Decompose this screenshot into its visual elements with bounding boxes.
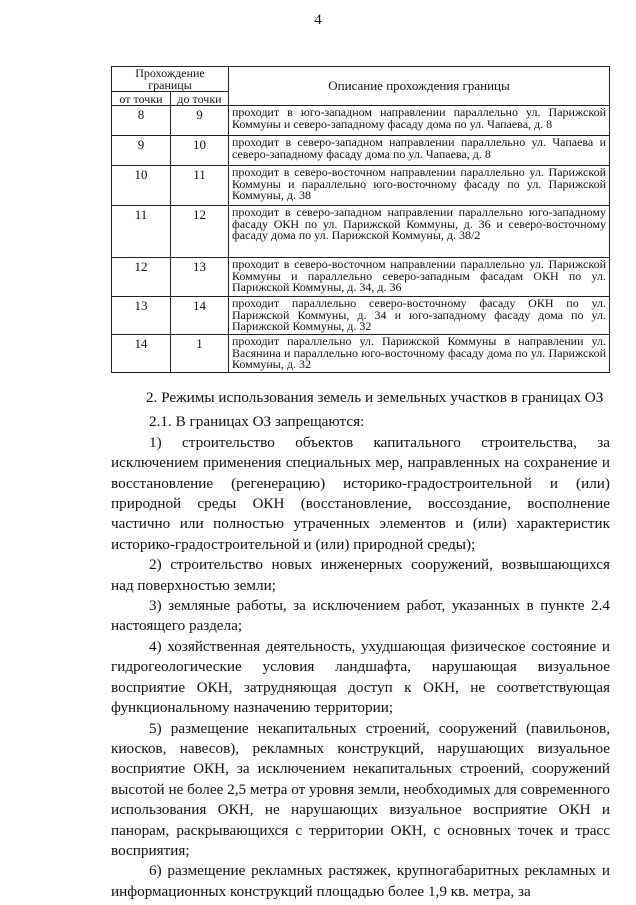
cell-description: проходит параллельно ул. Парижской Коммуны в направлении ул. Васянина и параллельно юго-восточному фасаду дома по ул. Парижской Коммуны, д. 32 — [229, 335, 610, 373]
table-row — [112, 258, 610, 297]
cell-from: 10 — [112, 166, 171, 206]
paragraph: 5) размещение некапитальных строений, сооружений (павильонов, киосков, навесов), рекламных конструкций, нарушающих визуальное восприятие ОКН, за исключением некапитальных строений, сооружений высотой не более 2,5 метра от уровня земли, необходимых для современного использования ОКН, не нарушающих визуальное восприятие ОКН и панорам, раскрывающихся с территории ОКН, с основных точек и трасс восприятия; — [111, 719, 610, 859]
table-row — [112, 106, 610, 136]
table-row — [112, 335, 610, 373]
cell-description: проходит параллельно северо-восточному фасаду ОКН по ул. Парижской Коммуны, д. 34 и юго-западному фасаду дома по ул. Парижской Коммуны, д. 32 — [229, 297, 610, 335]
document-body — [111, 388, 610, 902]
paragraph: 6) размещение рекламных растяжек, крупногабаритных рекламных и информационных конструкций площадью более 1,9 кв. метра, за — [111, 862, 610, 900]
cell-from: 8 — [112, 106, 171, 136]
section-heading: 2. Режимы использования земель и земельных участков в границах ОЗ — [146, 389, 604, 406]
cell-to: 11 — [171, 166, 229, 206]
cell-to: 13 — [171, 258, 229, 297]
cell-to: 10 — [171, 136, 229, 166]
cell-description: проходит в северо-западном направлении параллельно ул. Чапаева и северо-западному фасаду дома по ул. Чапаева, д. 8 — [229, 136, 610, 166]
paragraph: 2.1. В границах ОЗ запрещаются: — [149, 413, 365, 431]
cell-to: 9 — [171, 106, 229, 136]
page-number: 4 — [314, 12, 322, 28]
table-row — [112, 136, 610, 166]
cell-from: 13 — [112, 297, 171, 335]
header-to-point: до точки — [171, 92, 229, 106]
table-row — [112, 166, 610, 206]
cell-to: 12 — [171, 206, 229, 258]
header-description: Описание прохождения границы — [229, 67, 610, 106]
paragraph: 2) строительство новых инженерных сооружений, возвышающихся над поверхностью земли; — [111, 556, 610, 594]
cell-to: 1 — [171, 335, 229, 373]
header-boundary-group: Прохождение границы — [112, 67, 229, 92]
header-from-point: от точки — [112, 92, 171, 106]
cell-description: проходит в северо-восточном направлении параллельно ул. Парижской Коммуны и параллельно северо-западным фасадам ОКН по ул. Парижской Коммуны, д. 34, д. 36 — [229, 258, 610, 297]
cell-description: проходит в северо-западном направлении параллельно юго-западному фасаду ОКН по ул. Парижской Коммуны, д. 36 и северо-восточному фасаду дома по ул. Парижской Коммуны, д. 38/2 — [229, 206, 610, 258]
paragraph: 4) хозяйственная деятельность, ухудшающая физическое состояние и гидрогеологические условия ландшафта, нарушающая визуальное восприятие ОКН, затрудняющая доступ к ОКН, не соответствующая функциональному назначению территории; — [111, 637, 610, 717]
cell-description: проходит в северо-восточном направлении параллельно ул. Парижской Коммуны и параллельно юго-восточному фасаду по ул. Парижской Коммуны, д. 38 — [229, 166, 610, 206]
paragraph: 1) строительство объектов капитального строительства, за исключением применения специальных мер, направленных на сохранение и восстановление (регенерацию) историко-градостроительной и (или) природной среды ОКН (восстановление, воссоздание, восполнение частично или полностью утраченных элементов и (или) характеристик историко-градостроительной и (или) природной среды); — [111, 433, 610, 553]
cell-to: 14 — [171, 297, 229, 335]
boundary-table — [111, 66, 610, 373]
table-row — [112, 297, 610, 335]
cell-from: 9 — [112, 136, 171, 166]
paragraph: 3) земляные работы, за исключением работ, указанных в пункте 2.4 настоящего раздела; — [111, 597, 610, 635]
cell-from: 14 — [112, 335, 171, 373]
cell-from: 11 — [112, 206, 171, 258]
table-row — [112, 206, 610, 258]
cell-description: проходит в юго-западном направлении параллельно ул. Парижской Коммуны и северо-западному фасаду дома по ул. Чапаева, д. 8 — [229, 106, 610, 136]
cell-from: 12 — [112, 258, 171, 297]
